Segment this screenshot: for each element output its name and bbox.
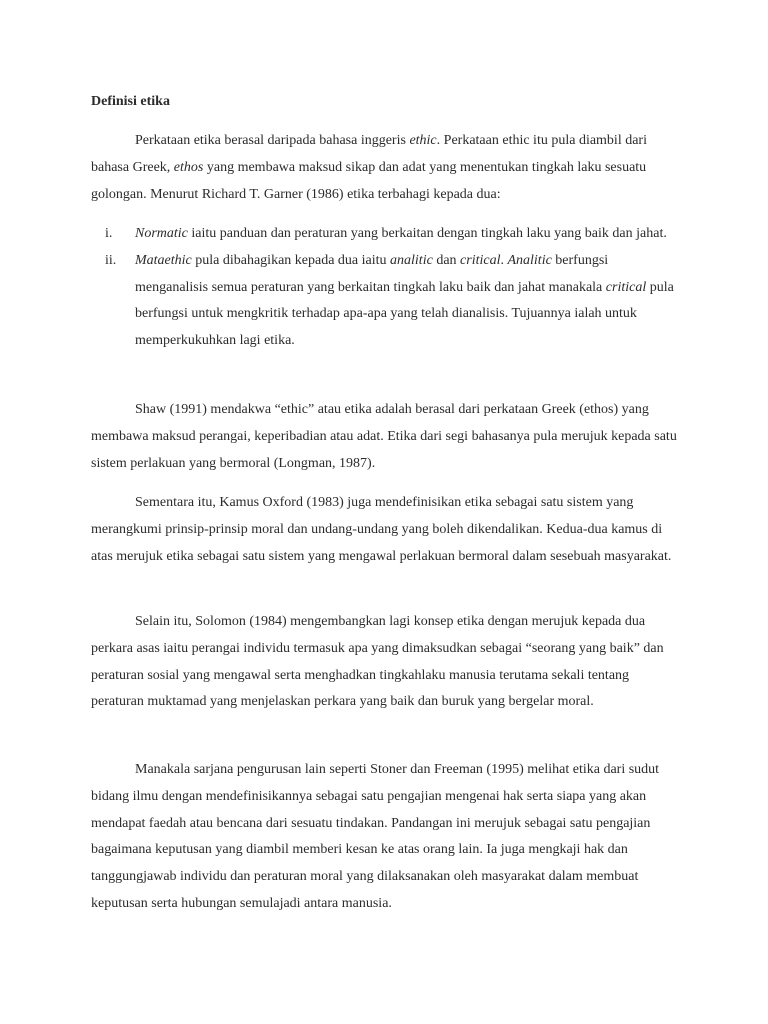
numbered-list <box>91 221 681 355</box>
text-run: dan <box>432 252 461 268</box>
italic-term-ethic: ethic <box>409 133 437 148</box>
text-run: pula berfungsi untuk mengkritik terhadap apa-apa yang telah dianalisis. Tujuannya ialah untuk memperkukuhkan lagi etika. <box>135 279 674 349</box>
text-run: iaitu panduan dan peraturan yang berkaitan dengan tingkah laku yang baik dan jahat. <box>187 226 667 241</box>
text-run: . <box>500 252 508 268</box>
paragraph-intro <box>91 128 681 208</box>
text-run: yang membawa maksud sikap dan adat yang menentukan tingkah laku sesuatu golongan. Menurut Richard T. Garner (1986) etika terbahagi kepada dua: <box>91 159 647 202</box>
italic-term-analitic: Analitic <box>507 252 552 268</box>
section-heading: Definisi etika <box>91 94 170 109</box>
paragraph-stoner-freeman: Manakala sarjana pengurusan lain seperti Stoner dan Freeman (1995) melihat etika dari sudut bidang ilmu dengan mendefinisikannya sebagai satu pengajian mengenai hak serta siapa yang akan mendapat faedah atau bencana dari sesuatu tindakan. Pandangan ini merujuk sebagai satu pengajian bagaimana keputusan yang diambil memberi kesan ke atas orang lain. Ia juga mengkaji hak dan tanggungjawab individu dan peraturan moral yang dilaksanakan oleh masyarakat dalam membuat keputusan serta hubungan semulajadi antara manusia. <box>91 762 660 911</box>
text-run: berfungsi menganalisis semua peraturan yang berkaitan tingkah laku baik dan jahat manakala <box>135 252 609 295</box>
italic-term-normatic: Normatic <box>135 226 188 241</box>
list-item <box>91 221 681 248</box>
text-run: Perkataan etika berasal daripada bahasa inggeris <box>135 133 410 148</box>
list-marker: ii. <box>105 252 117 268</box>
italic-term-analitic: analitic <box>390 252 433 268</box>
italic-term-mataethic: Mataethic <box>135 252 192 268</box>
paragraph-solomon: Selain itu, Solomon (1984) mengembangkan lagi konsep etika dengan merujuk kepada dua perkara asas iaitu perangai individu termasuk apa yang dimaksudkan sebagai “seorang yang baik” dan peraturan sosial yang mengawal serta menghadkan tingkahlaku manusia terutama sekali tentang peraturan muktamad yang menjelaskan perkara yang baik dan buruk yang bergelar moral. <box>91 614 664 710</box>
paragraph-shaw: Shaw (1991) mendakwa “ethic” atau etika adalah berasal dari perkataan Greek (ethos) yang membawa maksud perangai, keperibadian atau adat. Etika dari segi bahasanya pula merujuk kepada satu sistem perlakuan yang bermoral (Longman, 1987). <box>91 402 677 471</box>
list-marker: i. <box>105 226 113 241</box>
italic-term-ethos: ethos <box>173 159 204 175</box>
italic-term-critical: critical <box>605 279 647 295</box>
text-run: pula dibahagikan kepada dua iaitu <box>191 252 391 268</box>
text-run: . Perkataan ethic itu pula diambil dari bahasa Greek, <box>91 133 647 175</box>
italic-term-critical: critical <box>460 252 501 268</box>
paragraph-oxford: Sementara itu, Kamus Oxford (1983) juga mendefinisikan etika sebagai satu sistem yang merangkumi prinsip-prinsip moral dan undang-undang yang boleh dikendalikan. Kedua-dua kamus di atas merujuk etika sebagai satu sistem yang mengawal perlakuan bermoral dalam sesebuah masyarakat. <box>91 495 672 564</box>
list-item <box>91 248 681 355</box>
